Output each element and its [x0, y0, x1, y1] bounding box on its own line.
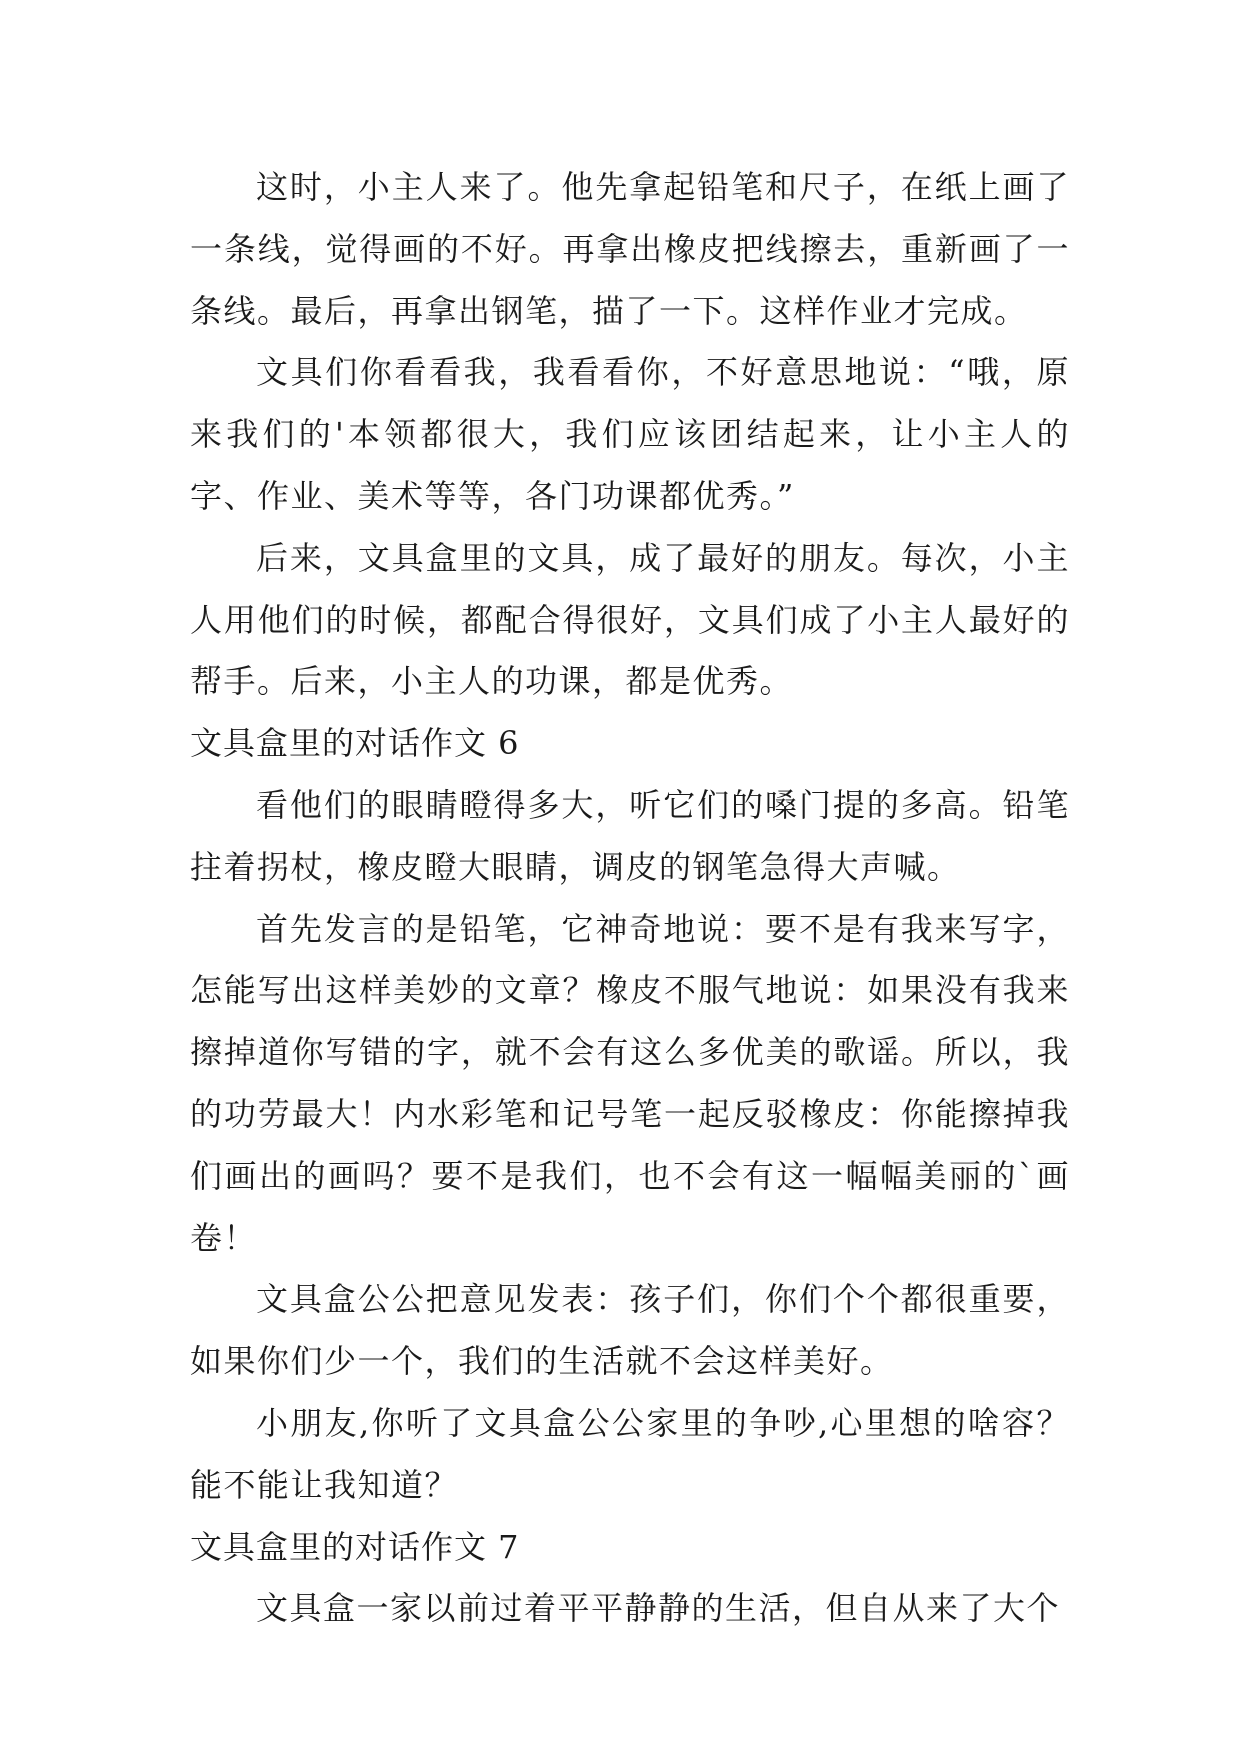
- paragraph: 后来，文具盒里的文具，成了最好的朋友。每次，小主人用他们的时候，都配合得很好，文具们成了小主人最好的帮手。后来，小主人的功课，都是优秀。: [190, 538, 1070, 701]
- paragraph: 首先发言的是铅笔，它神奇地说：要不是有我来写字，怎能写出这样美妙的文章？橡皮不服气地说：如果没有我来擦掉道你写错的字，就不会有这么多优美的歌谣。所以，我的功劳最大！内水彩笔和记号笔一起反驳橡皮：你能擦掉我们画出的画吗？要不是我们，也不会有这一幅幅美丽的`画卷！: [190, 909, 1070, 1257]
- paragraph: 小朋友,你听了文具盒公公家里的争吵,心里想的啥容？能不能让我知道？: [190, 1403, 1070, 1504]
- paragraph: 文具盒一家以前过着平平静静的生活，但自从来了大个: [256, 1589, 1061, 1628]
- paragraph: 文具盒公公把意见发表：孩子们，你们个个都很重要，如果你们少一个，我们的生活就不会这样美好。: [190, 1280, 1070, 1381]
- document-body: [190, 157, 1070, 1640]
- paragraph: 这时，小主人来了。他先拿起铅笔和尺子，在纸上画了一条线，觉得画的不好。再拿出橡皮把线擦去，重新画了一条线。最后，再拿出钢笔，描了一下。这样作业才完成。: [190, 168, 1070, 330]
- paragraph: 文具们你看看我，我看看你，不好意思地说：“哦，原来我们的'本领都很大，我们应该团结起来，让小主人的字、作业、美术等等，各门功课都优秀。”: [190, 353, 1070, 515]
- section-heading: 文具盒里的对话作文 7: [190, 1527, 520, 1566]
- section-heading: 文具盒里的对话作文 6: [190, 724, 520, 763]
- paragraph: 看他们的眼睛瞪得多大，听它们的嗓门提的多高。铅笔拄着拐杖，橡皮瞪大眼睛，调皮的钢笔急得大声喊。: [190, 785, 1070, 886]
